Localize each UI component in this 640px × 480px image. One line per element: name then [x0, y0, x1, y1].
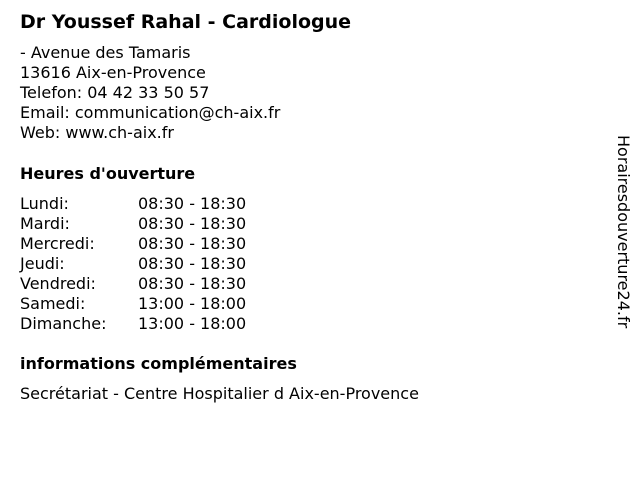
hours-row-monday: [20, 194, 246, 214]
street-address: - Avenue des Tamaris: [20, 43, 191, 62]
time-range: 08:30 - 18:30: [138, 254, 247, 273]
hours-row-friday: [20, 274, 246, 294]
day-label: Samedi:: [20, 294, 86, 313]
day-label: Lundi:: [20, 194, 69, 213]
time-range: 08:30 - 18:30: [138, 274, 247, 293]
time-range: 08:30 - 18:30: [138, 234, 247, 253]
day-label: Vendredi:: [20, 274, 96, 293]
hours-row-sunday: [20, 314, 246, 334]
day-label: Mardi:: [20, 214, 70, 233]
hours-row-wednesday: [20, 234, 246, 254]
contact-block: [20, 43, 280, 143]
time-range: 13:00 - 18:00: [138, 314, 247, 333]
phone-line: Telefon: 04 42 33 50 57: [20, 83, 210, 102]
time-range: 08:30 - 18:30: [138, 194, 247, 213]
additional-info-text: Secrétariat - Centre Hospitalier d Aix-en-Provence: [20, 384, 419, 403]
time-range: 08:30 - 18:30: [138, 214, 247, 233]
hours-row-tuesday: [20, 214, 246, 234]
opening-hours-heading: Heures d'ouverture: [20, 164, 196, 183]
email-line: Email: communication@ch-aix.fr: [20, 103, 281, 122]
hours-row-thursday: [20, 254, 246, 274]
city-address: 13616 Aix-en-Provence: [20, 63, 206, 82]
additional-info-heading: informations complémentaires: [20, 354, 297, 373]
hours-row-saturday: [20, 294, 246, 314]
day-label: Dimanche:: [20, 314, 107, 333]
site-watermark: Horairesdouverture24.fr: [614, 135, 633, 329]
web-line: Web: www.ch-aix.fr: [20, 123, 174, 142]
opening-hours-table: [20, 194, 246, 334]
page-title: Dr Youssef Rahal - Cardiologue: [20, 11, 352, 33]
time-range: 13:00 - 18:00: [138, 294, 247, 313]
day-label: Jeudi:: [20, 254, 65, 273]
day-label: Mercredi:: [20, 234, 95, 253]
